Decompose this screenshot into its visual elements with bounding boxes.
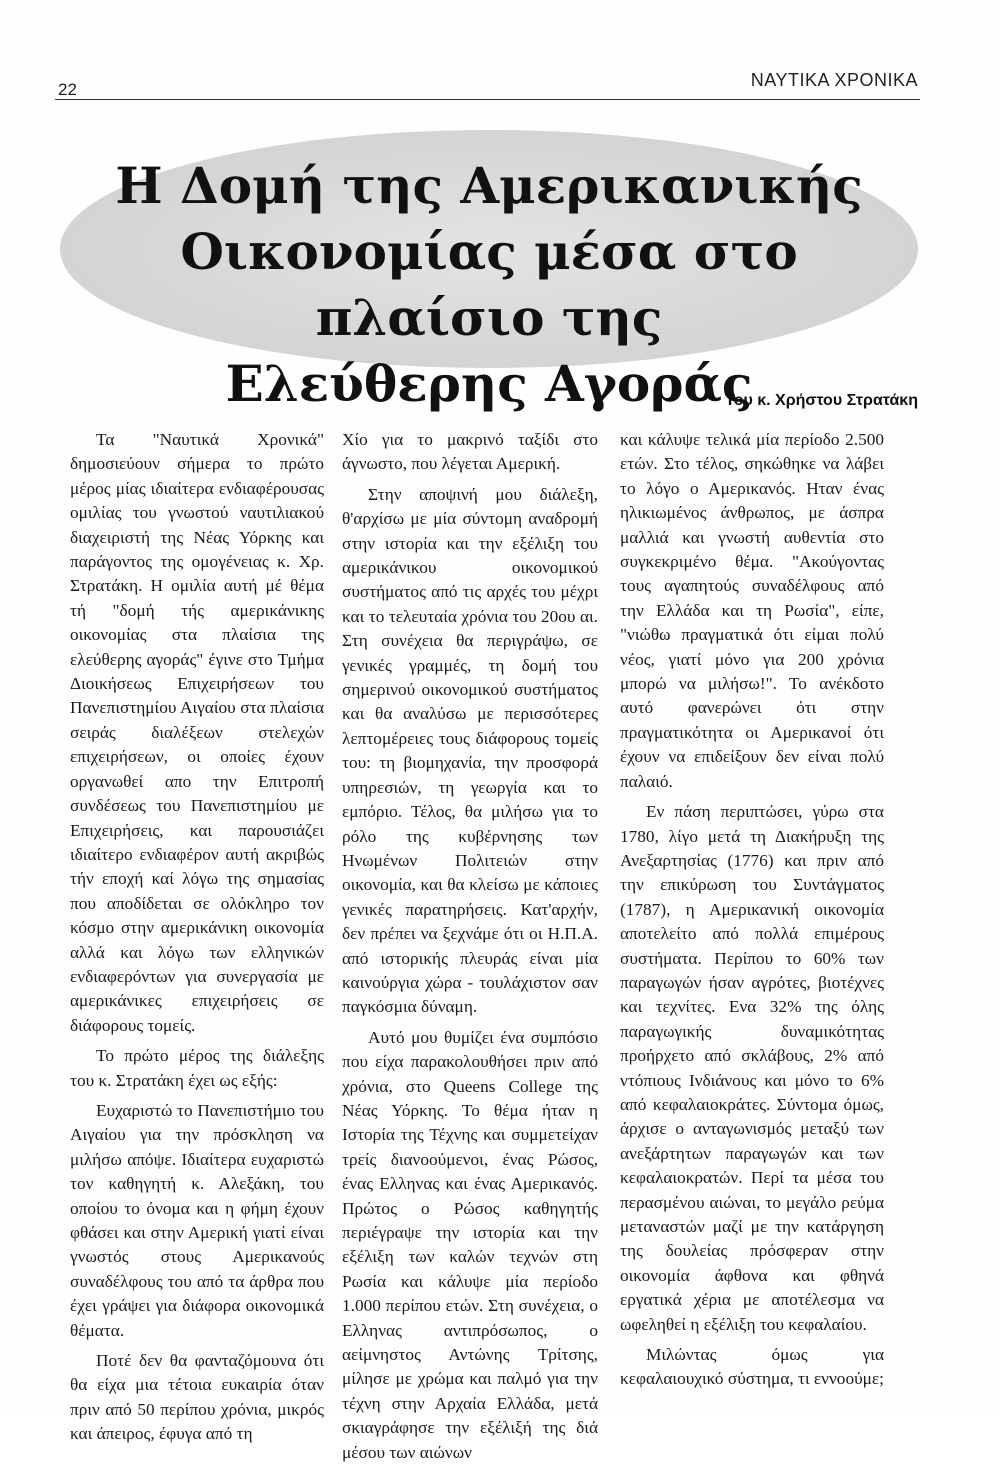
page-number: 22 xyxy=(58,80,77,99)
author-byline: Του κ. Χρήστου Στρατάκη xyxy=(725,392,918,409)
paragraph: Τα "Ναυτικά Χρονικά" δημοσιεύουν σήμερα το πρώτο μέρος μίας ιδιαίτερα ενδιαφέρουσας ομιλίας του γνωστού ναυτιλιακού διαχειριστή της Νέας Υόρκης και παράγοντος της ομογένειας κ. Χρ. Στρατάκη. Η ομιλία αυτή μέ θέμα τή "δομή τής αμερικάνικης οικονομίας στα πλαίσια της ελεύθερης αγοράς" έγινε στο Τμήμα Διοικήσεως Επιχειρήσεων του Πανεπιστημίου Αιγαίου στα πλαίσια σειράς διαλέξεων στελεχών επιχειρήσεων, οι οποίες έχουν οργανωθεί απο την Επιτροπή συνδέσεως του Πανεπιστημίου με Επιχειρήσεις, και παρουσιάζει ιδιαίτερο ενδιαφέρον αυτή ακριβώς τήν εποχή καί λόγω της σημασίας που αποδίδεται σε ολόκληρο τον κόσμο στην αμερικάνικη οικονομία αλλά και λόγω των ελληνικών ενδιαφερόντων για συνεργασία με αμερικάνικες επιχειρήσεις σε διάφορους τομείς. xyxy=(70,430,324,1035)
paragraph: Αυτό μου θυμίζει ένα συμπόσιο που είχα παρακολουθήσει πριν από χρόνια, στο Queens College της Νέας Υόρκης. Το θέμα ήταν η Ιστορία της Τέχνης και συμμετείχαν τρείς διανοούμενοι, ένας Ρώσος, ένας Ελληνας και ένας Αμερικανός. Πρώτος ο Ρώσος καθηγητής περιέγραψε την ιστορία και την εξέλιξη των καλών τεχνών στη Ρωσία και κάλυψε μία περίοδο 1.000 περίπου ετών. Στη συνέχεια, ο Ελληνας αντιπρόσωπος, ο αείμνηστος Αντώνης Τρίτσης, μίλησε με χρώμα και παλμό για την τέχνη στην Αρχαία Ελλάδα, μετά σκιαγράφησε την εξέλιξή της διά μέσου των αιώνων xyxy=(342,1027,598,1462)
article-title-line-1: Η Δομή της Αμερικανικής xyxy=(115,156,863,215)
paragraph: Ευχαριστώ το Πανεπιστήμιο του Αιγαίου για την πρόσκληση να μιλήσω απόψε. Ιδιαίτερα ευχαριστώ τον καθηγητή κ. Αλεξάκη, του οποίου το όνομα και η φήμη έχουν φθάσει και στην Αμερική γιατί είναι γνωστός στους Αμερικανούς συναδέλφους του από τα άρθρα που έχει γράψει για διάφορα οικονομικά θέματα. xyxy=(70,1100,324,1340)
paragraph: Χίο για το μακρινό ταξίδι στο άγνωστο, που λέγεται Αμερική. xyxy=(342,430,598,474)
article-title-line-3: Ελεύθερης Αγοράς xyxy=(225,354,753,413)
text-column-2 xyxy=(342,428,598,1465)
text-column-1 xyxy=(70,428,324,1447)
header-rule xyxy=(55,99,920,100)
text-column-3 xyxy=(620,428,884,1392)
article-title xyxy=(60,153,918,417)
paragraph: Στην αποψινή μου διάλεξη, θ'αρχίσω με μία σύντομη αναδρομή στην ιστορία και την εξέλιξη του αμερικάνικου οικονομικού συστήματος από τις αρχές του μέχρι και το τελευταία χρόνια του 20ου αι. Στη συνέχεια θα περιγράψω, σε γενικές γραμμές, τη δομή του σημερινού οικονομικού συστήματος και θα αναλύσω με περισσότερες λεπτομέρειες τους διάφορους τομείς του: τη βιομηχανία, την προσφορά υπηρεσιών, τη γεωργία και το εμπόριο. Τέλος, θα μιλήσω για το ρόλο της κυβέρνησης των Ηνωμένων Πολιτειών στην οικονομία, και θα κλείσω με κάποιες γενικές παρατηρήσεις. Κατ'αρχήν, δεν πρέπει να ξεχνάμε ότι οι Η.Π.Α. από ιστορικής πλευράς είναι μία καινούργια χώρα - τουλάχιστον σαν παγκόσμια δύναμη. xyxy=(342,484,598,1017)
paragraph: Μιλώντας όμως για κεφαλαιουχικό σύστημα, τι εννοούμε; xyxy=(620,1345,884,1389)
paragraph: Εν πάση περιπτώσει, γύρω στα 1780, λίγο μετά τη Διακήρυξη της Ανεξαρτησίας (1776) και πριν από την επικύρωση του Συντάγματος (1787), η Αμερικανική οικονομία αποτελείτο από πολλά επιμέρους συστήματα. Περίπου το 60% των παραγωγών ήσαν αγρότες, βιοτέχνες και τεχνίτες. Ενα 32% της όλης παραγωγικής δυναμικότητας προήρχετο από σκλάβους, 2% από ντόπιους Ινδιάνους και μόνο το 6% από κεφαλαιοκράτες. Σύντομα όμως, άρχισε ο ανταγωνισμός μεταξύ των ανεξάρτητων παραγωγών και των κεφαλαιοκρατών. Περί τα μέσα του περασμένου αιώναι, το μεγάλο ρεύμα μεταναστών μαζί με την κατάργηση της δουλείας πρόσφεραν στην οικονομία άφθονα και φθηνά εργατικά χέρια με αποτέλεσμα να ωφεληθεί η εξέλιξη του κεφαλαίου. xyxy=(620,802,884,1334)
paragraph: Ποτέ δεν θα φανταζόμουνα ότι θα είχα μια τέτοια ευκαιρία όταν πριν από 50 περίπου χρόνια, μικρός και άπειρος, έφυγα από τη xyxy=(70,1351,324,1444)
paragraph: Το πρώτο μέρος της διάλεξης του κ. Στρατάκη έχει ως εξής: xyxy=(70,1046,324,1090)
magazine-name: ΝΑΥΤΙΚΑ ΧΡΟΝΙΚΑ xyxy=(750,70,918,90)
article-title-line-2: Οικονομίας μέσα στο πλαίσιο της xyxy=(180,222,798,347)
paragraph: και κάλυψε τελικά μία περίοδο 2.500 ετών. Στο τέλος, σηκώθηκε να λάβει το λόγο ο Αμερικανός. Ηταν ένας ηλικιωμένος άνθρωπος, με άσπρα μαλλιά και γνωστή αυθεντία στο συγκεκριμένο θέμα. "Ακούγοντας τους αγαπητούς συναδέλφους από την Ελλάδα και τη Ρωσία", είπε, "νιώθω πραγματικά ότι είμαι πολύ νέος, γιατί μόνο για 200 χρόνια μπορώ να μιλήσω!". Το ανέκδοτο αυτό φανερώνει ότι στην πραγματικότητα οι Αμερικανοί ότι έχουν να επιδείξουν δεν είναι πολύ παλαιό. xyxy=(620,430,884,791)
